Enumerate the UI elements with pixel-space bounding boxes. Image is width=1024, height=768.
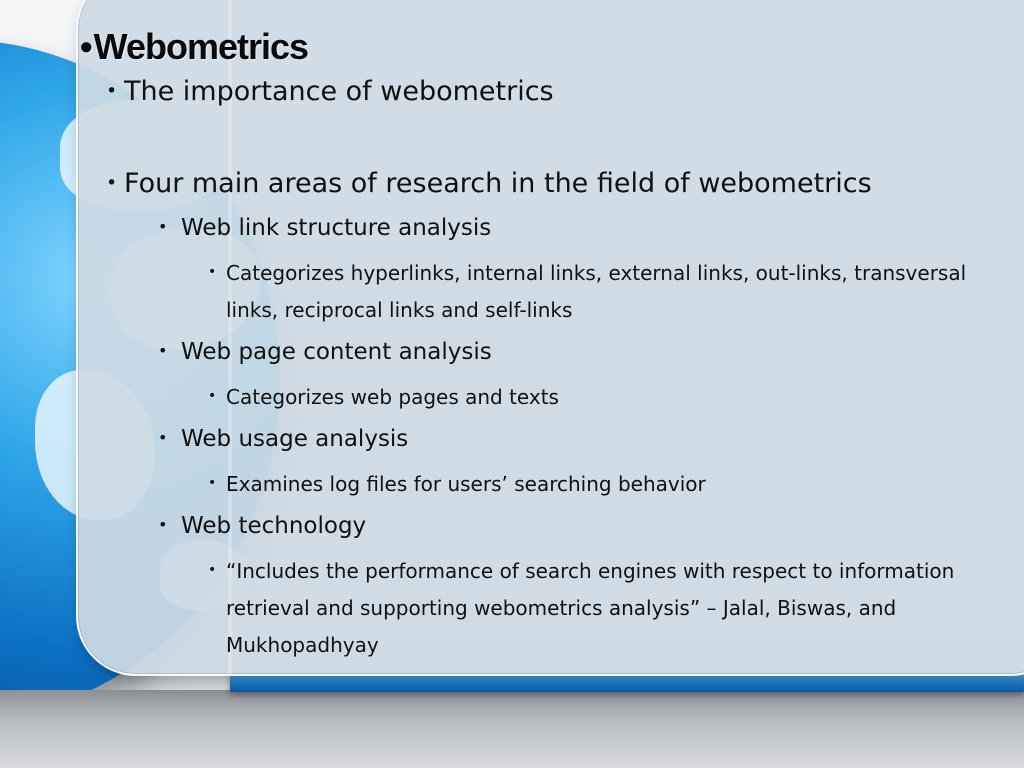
sub-sub-bullet-item	[208, 379, 559, 417]
bullet-icon: •	[208, 562, 217, 578]
bullet-icon: •	[80, 26, 92, 67]
sub-sub-bullet-item	[208, 553, 1016, 664]
sub-sub-bullet-text: Categorizes hyperlinks, internal links, external links, out-links, transversal links, reciprocal links and self-links	[226, 261, 967, 322]
sub-sub-bullet-text: Categorizes web pages and texts	[226, 385, 559, 409]
bullet-text: The importance of webometrics	[124, 76, 554, 107]
bullet-icon: •	[106, 171, 118, 194]
bullet-icon: •	[106, 79, 118, 102]
bullet-item	[106, 168, 872, 199]
sub-bullet-text: Web usage analysis	[181, 426, 409, 452]
bullet-icon: •	[208, 388, 217, 404]
bullet-icon: •	[158, 428, 168, 447]
bullet-icon: •	[158, 217, 168, 236]
sub-sub-bullet-item	[208, 466, 706, 504]
sub-bullet-text: Web technology	[181, 513, 367, 539]
bullet-icon: •	[158, 341, 168, 360]
sub-bullet-text: Web page content analysis	[181, 339, 492, 365]
sub-bullet-item	[158, 513, 366, 539]
sub-sub-bullet-text: Examines log files for users’ searching behavior	[226, 472, 706, 496]
bullet-item	[106, 76, 554, 107]
slide-title-text: Webometrics	[93, 26, 309, 67]
sub-bullet-item	[158, 426, 408, 452]
sub-sub-bullet-text: “Includes the performance of search engines with respect to information retrieval and supporting webometrics analysis” – Jalal, Biswas, and Mukhopadhyay	[226, 559, 955, 657]
bullet-text: Four main areas of research in the field of webometrics	[124, 168, 872, 199]
sub-sub-bullet-item	[208, 255, 1016, 329]
sub-bullet-text: Web link structure analysis	[181, 215, 492, 241]
slide-title	[80, 26, 308, 68]
bullet-icon: •	[208, 264, 217, 280]
sub-bullet-item	[158, 215, 491, 241]
bullet-icon: •	[208, 475, 217, 491]
sub-bullet-item	[158, 339, 492, 365]
bullet-icon: •	[158, 515, 168, 534]
bottom-band	[0, 690, 1024, 768]
